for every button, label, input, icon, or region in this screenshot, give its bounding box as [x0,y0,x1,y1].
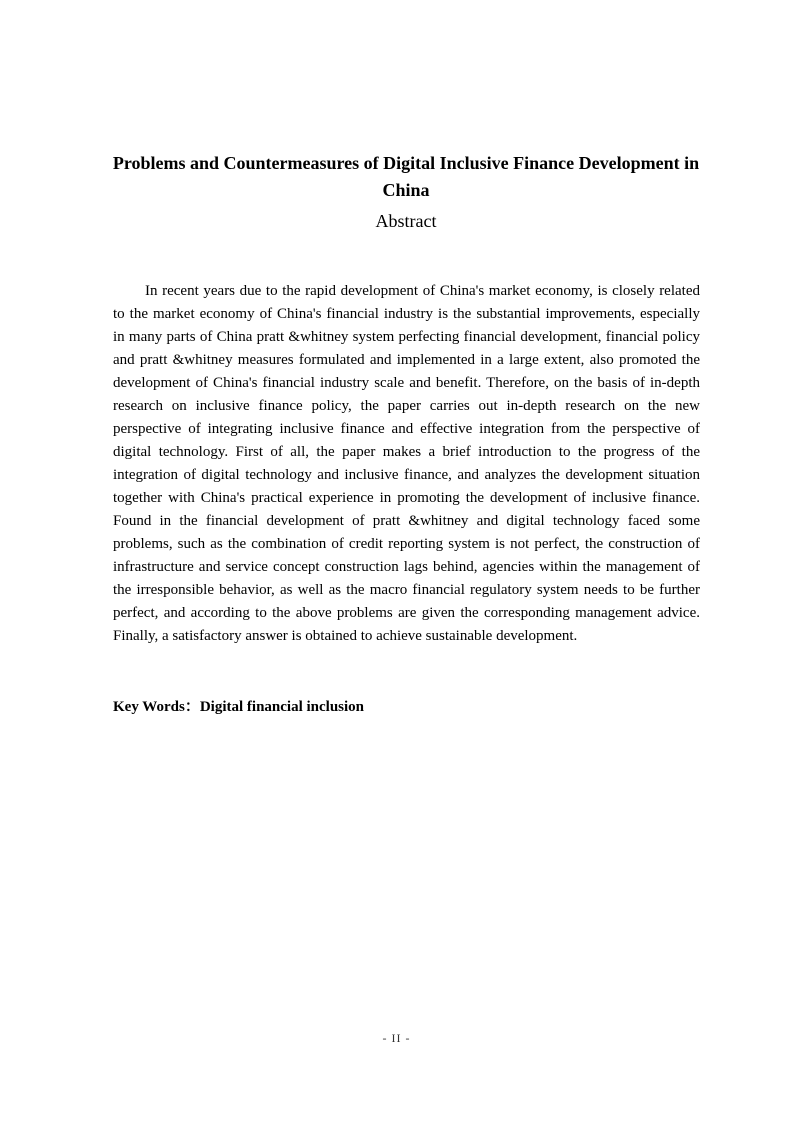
paper-title: Problems and Countermeasures of Digital Inclusive Finance Development in China [112,153,700,200]
abstract-body: In recent years due to the rapid development of China's market economy, is closely related to the market economy of China's financial industry is the substantial improvements, especially in many parts of China pratt &whitney system perfecting financial development, financial policy and pratt &whitney measures formulated and implemented in a large extent, also promoted the development of China's financial industry scale and benefit. Therefore, on the basis of in-depth research on inclusive finance policy, the paper carries out in-depth research on the new perspective of integrating inclusive finance and effective integration from the perspective of digital technology. First of all, the paper makes a brief introduction to the progress of the integration of digital technology and inclusive finance, and analyzes the development situation together with China's practical experience in promoting the development of inclusive finance. Found in the financial development of pratt &whitney and digital technology faced some problems, such as the combination of credit reporting system is not perfect, the construction of infrastructure and service concept construction lags behind, agencies within the management of the irresponsible behavior, as well as the macro financial regulatory system needs to be further perfect, and according to the above problems are given the corresponding management advice. Finally, a satisfactory answer is obtained to achieve sustainable development. [113,283,700,644]
page-number: - II - [382,1031,411,1045]
keywords-value: Digital financial inclusion [199,699,365,715]
keywords-line [113,696,700,719]
keywords-label: Key Words： [113,699,200,715]
abstract-heading: Abstract [375,211,437,231]
